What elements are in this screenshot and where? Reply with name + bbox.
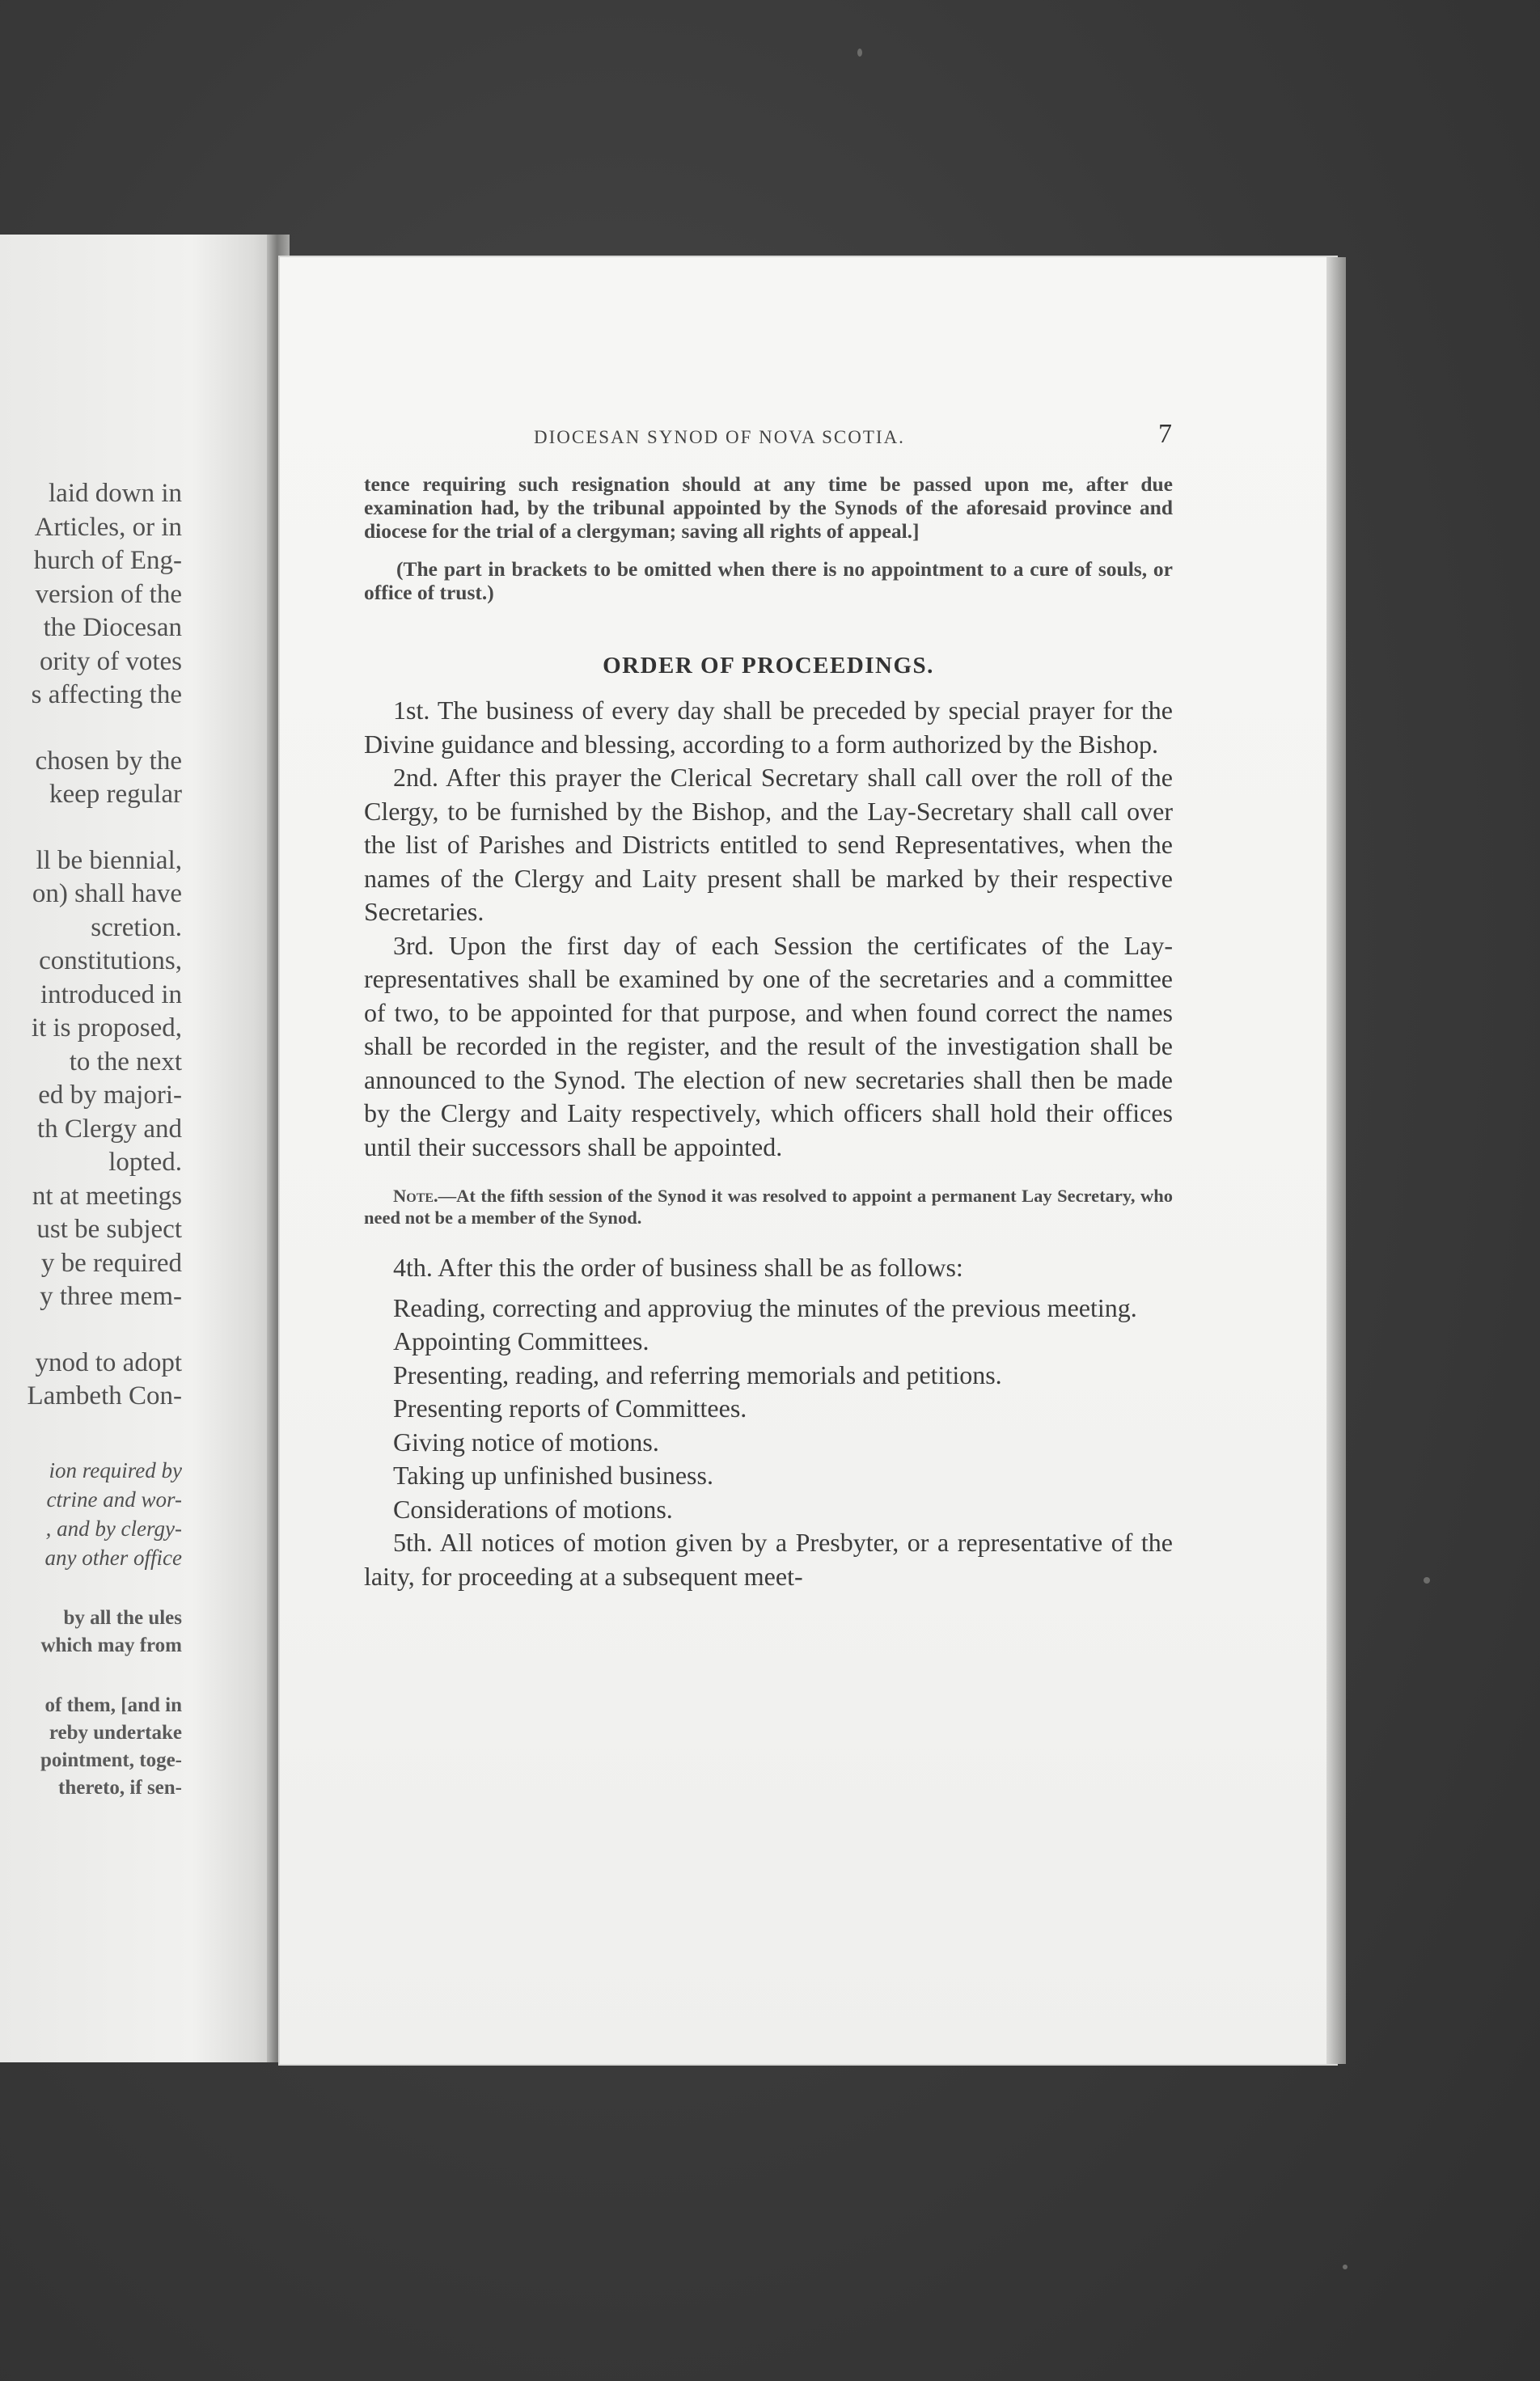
order-item: Giving notice of motions.	[393, 1427, 659, 1457]
right-page	[280, 257, 1336, 2064]
order-item: Taking up unfinished business.	[393, 1461, 713, 1490]
note-label: Note.	[393, 1186, 438, 1206]
page-edge	[1326, 257, 1346, 2064]
left-page-line: reby undertake	[49, 1721, 182, 1744]
page-number: 7	[1158, 419, 1174, 449]
left-page-line: pointment, toge-	[40, 1749, 182, 1771]
dust-speck	[1424, 1577, 1430, 1584]
left-page-line: nt at meetings	[32, 1181, 182, 1211]
left-page-line: on) shall have	[32, 879, 182, 908]
left-page-line: y three mem-	[40, 1282, 182, 1311]
left-page-line: keep regular	[49, 780, 182, 809]
left-page	[0, 235, 275, 2062]
left-page-line: thereto, if sen-	[58, 1776, 182, 1799]
paragraph-5th: 5th. All notices of motion given by a Presbyter, or a representative of the laity, for proceeding at a subsequent meet-	[364, 1528, 1173, 1591]
order-item: Appointing Committees.	[393, 1326, 649, 1355]
left-page-line: y be required	[40, 1248, 182, 1278]
paragraph-4th: 4th. After this the order of business shall be as follows:	[393, 1253, 963, 1282]
left-page-line: ed by majori-	[38, 1081, 182, 1110]
left-page-line: chosen by the	[35, 746, 182, 776]
left-page-line: scretion.	[91, 912, 182, 942]
left-page-line: ll be biennial,	[36, 845, 182, 875]
bracket-note: (The part in brackets to be omitted when there is no appointment to a cure of souls, or office of trust.)	[364, 557, 1173, 604]
left-page-lines	[0, 477, 182, 1802]
left-gap	[0, 1414, 182, 1456]
left-page-line	[0, 1314, 182, 1347]
left-page-line: by all the ules	[63, 1606, 182, 1629]
left-page-line: any other office	[44, 1545, 182, 1570]
oath-continuation	[364, 472, 1173, 604]
left-page-line	[0, 1660, 182, 1692]
left-page-line: version of the	[35, 579, 182, 609]
left-page-line: laid down in	[49, 479, 182, 508]
note-text: —At the fifth session of the Synod it was resolved to appoint a permanent Lay Secretary, who need not be a member of the Synod.	[364, 1186, 1173, 1228]
order-item: Considerations of motions.	[393, 1494, 673, 1524]
paragraph-2nd: 2nd. After this prayer the Clerical Secretary shall call over the roll of the Clergy, to be furnished by the Bishop, and the Lay-Secretary shall call over the list of Parishes and Districts entitled to send Representatives, when the names of the Clergy and Laity present shall be marked by their respective Secretaries.	[364, 763, 1173, 926]
left-page-line	[0, 812, 182, 844]
order-item: Reading, correcting and approviug the minutes of the previous meeting.	[393, 1292, 1137, 1322]
running-head-title: DIOCESAN SYNOD OF NOVA SCOTIA.	[534, 427, 905, 447]
left-page-line: it is proposed,	[31, 1013, 182, 1042]
left-page-line: the Diocesan	[43, 613, 182, 642]
left-page-line: introduced in	[40, 979, 182, 1009]
page-content	[364, 419, 1174, 1593]
left-page-line: ion required by	[49, 1457, 182, 1482]
left-page-line: constitutions,	[39, 946, 182, 975]
left-page-line: th Clergy and	[36, 1114, 182, 1144]
left-page-line: , and by clergy-	[45, 1516, 182, 1541]
proceedings-body	[364, 694, 1173, 1164]
left-page-line: ynod to adopt	[35, 1347, 182, 1377]
left-page-line: Lambeth Con-	[27, 1381, 182, 1410]
section-heading: ORDER OF PROCEEDINGS.	[603, 653, 934, 679]
left-page-line: hurch of Eng-	[33, 546, 182, 575]
left-page-line	[0, 713, 182, 745]
left-page-line: which may from	[40, 1634, 182, 1656]
footnote	[364, 1185, 1173, 1229]
oath-text: tence requiring such resignation should at any time be passed upon me, after due examination had, by the tribunal appointed by the Synods of the aforesaid province and diocese for the trial of a clergyman; saving all rights of appeal.]	[364, 472, 1173, 543]
left-page-line: of them, [and in	[44, 1694, 182, 1716]
left-page-line: lopted.	[108, 1148, 182, 1177]
left-page-line: ctrine and wor-	[46, 1487, 182, 1512]
running-head	[364, 419, 1174, 455]
paragraph-1st: 1st. The business of every day shall be preceded by special prayer for the Divine guidance and blessing, according to a form authorized by the Bishop.	[364, 696, 1173, 759]
left-page-line: ority of votes	[40, 646, 182, 676]
order-of-business	[364, 1251, 1173, 1593]
left-gap	[0, 1572, 182, 1605]
paragraph-3rd: 3rd. Upon the first day of each Session the certificates of the Lay-representatives shall be examined by one of the secretaries and a committee of two, to be appointed for that purpose, and when found correct the names shall be recorded in the register, and the result of the investigation shall be announced to the Synod. The election of new secretaries shall then be made by the Clergy and Laity respectively, which officers shall hold their offices until their successors shall be appointed.	[364, 930, 1173, 1161]
left-page-line: s affecting the	[31, 680, 182, 709]
order-item: Presenting, reading, and referring memorials and petitions.	[393, 1360, 1002, 1389]
dust-speck	[857, 49, 862, 57]
left-page-line: ust be subject	[36, 1215, 182, 1244]
dust-speck	[1343, 2265, 1348, 2269]
left-page-line: Articles, or in	[34, 512, 182, 542]
left-page-line: to the next	[69, 1047, 182, 1076]
order-item: Presenting reports of Committees.	[393, 1393, 747, 1423]
